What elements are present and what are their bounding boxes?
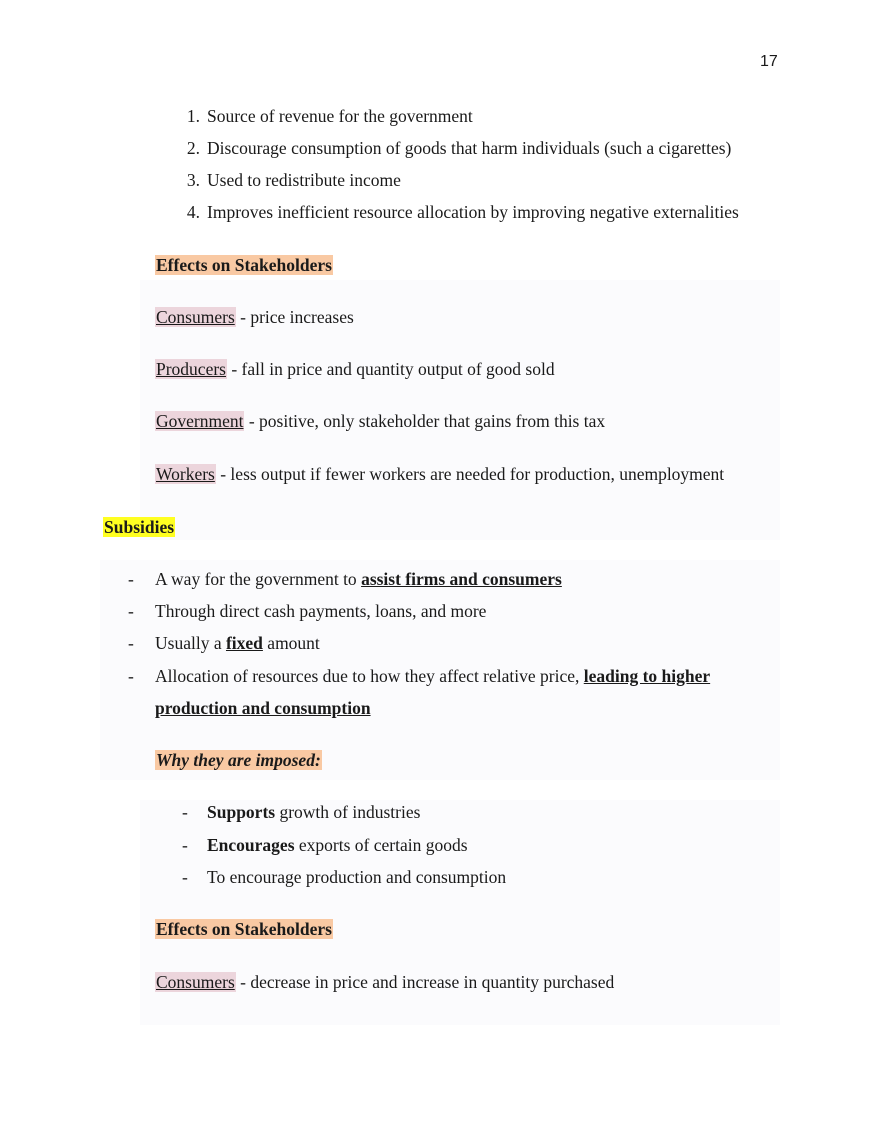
bullet-text — [155, 665, 710, 687]
bullet-text-emphasis: assist firms and consumers — [361, 569, 562, 589]
tax-effects-heading — [155, 254, 333, 276]
stakeholder-label: Consumers — [156, 307, 235, 327]
list-text: Discourage consumption of goods that harm individuals (such a cigarettes) — [207, 138, 732, 158]
why-text — [207, 834, 468, 856]
why-text: To encourage production and consumption — [207, 867, 507, 887]
list-text: Improves inefficient resource allocation by improving negative externalities — [207, 202, 739, 222]
list-text: Source of revenue for the government — [207, 106, 473, 126]
bullet-continuation: production and consumption — [155, 698, 371, 718]
stakeholder-label: Consumers — [156, 972, 235, 992]
why-text-bold: Encourages — [207, 835, 295, 855]
stakeholder-text: - positive, only stakeholder that gains from this tax — [244, 411, 606, 431]
subsidy-effects-heading — [155, 918, 333, 940]
list-number: 3. — [186, 170, 200, 190]
why-text — [207, 801, 420, 823]
bullet-text-plain: Allocation of resources due to how they affect relative price, — [155, 666, 584, 686]
stakeholder-row-producers — [155, 358, 555, 380]
bullet-dash: - — [182, 802, 188, 822]
list-number: 1. — [186, 106, 200, 126]
bullet-text-emphasis: leading to higher — [583, 666, 711, 686]
stakeholder-row-workers — [155, 463, 724, 485]
page-number: 17 — [760, 53, 778, 70]
bullet-text — [155, 568, 562, 590]
why-text-plain: exports of certain goods — [294, 835, 468, 855]
why-heading-text: Why they are imposed: — [156, 750, 321, 770]
bullet-dash: - — [128, 666, 134, 686]
why-text-bold: Supports — [207, 802, 276, 822]
bullet-text-plain: Usually a — [155, 633, 226, 653]
subsidies-heading-text: Subsidies — [104, 517, 175, 537]
bullet-text-plain: amount — [262, 633, 320, 653]
why-text-plain: growth of industries — [275, 802, 421, 822]
bullet-dash: - — [128, 601, 134, 621]
bullet-text-emphasis: fixed — [225, 633, 263, 653]
bullet-text: Through direct cash payments, loans, and more — [155, 601, 487, 621]
bullet-dash: - — [182, 867, 188, 887]
list-number: 2. — [186, 138, 200, 158]
stakeholder-text: - less output if fewer workers are needed for production, unemployment — [215, 464, 725, 484]
bullet-dash: - — [182, 835, 188, 855]
subsidy-effects-heading-text: Effects on Stakeholders — [156, 919, 332, 939]
subsidies-heading — [103, 516, 175, 538]
stakeholder-text: - price increases — [235, 307, 354, 327]
stakeholder-row-consumers — [155, 306, 354, 328]
stakeholder-text: - fall in price and quantity output of good sold — [226, 359, 555, 379]
bullet-dash: - — [128, 633, 134, 653]
tax-effects-heading-text: Effects on Stakeholders — [156, 255, 332, 275]
bullet-dash: - — [128, 569, 134, 589]
stakeholder-label: Workers — [156, 464, 215, 484]
stakeholder-row-consumers-subsidy — [155, 971, 614, 993]
bullet-text-plain: A way for the government to — [155, 569, 362, 589]
list-number: 4. — [186, 202, 200, 222]
list-text: Used to redistribute income — [207, 170, 401, 190]
stakeholder-text: - decrease in price and increase in quantity purchased — [235, 972, 615, 992]
stakeholder-label: Producers — [156, 359, 226, 379]
stakeholder-row-government — [155, 410, 605, 432]
bullet-text — [155, 632, 320, 654]
why-heading — [155, 749, 322, 771]
stakeholder-label: Government — [156, 411, 244, 431]
